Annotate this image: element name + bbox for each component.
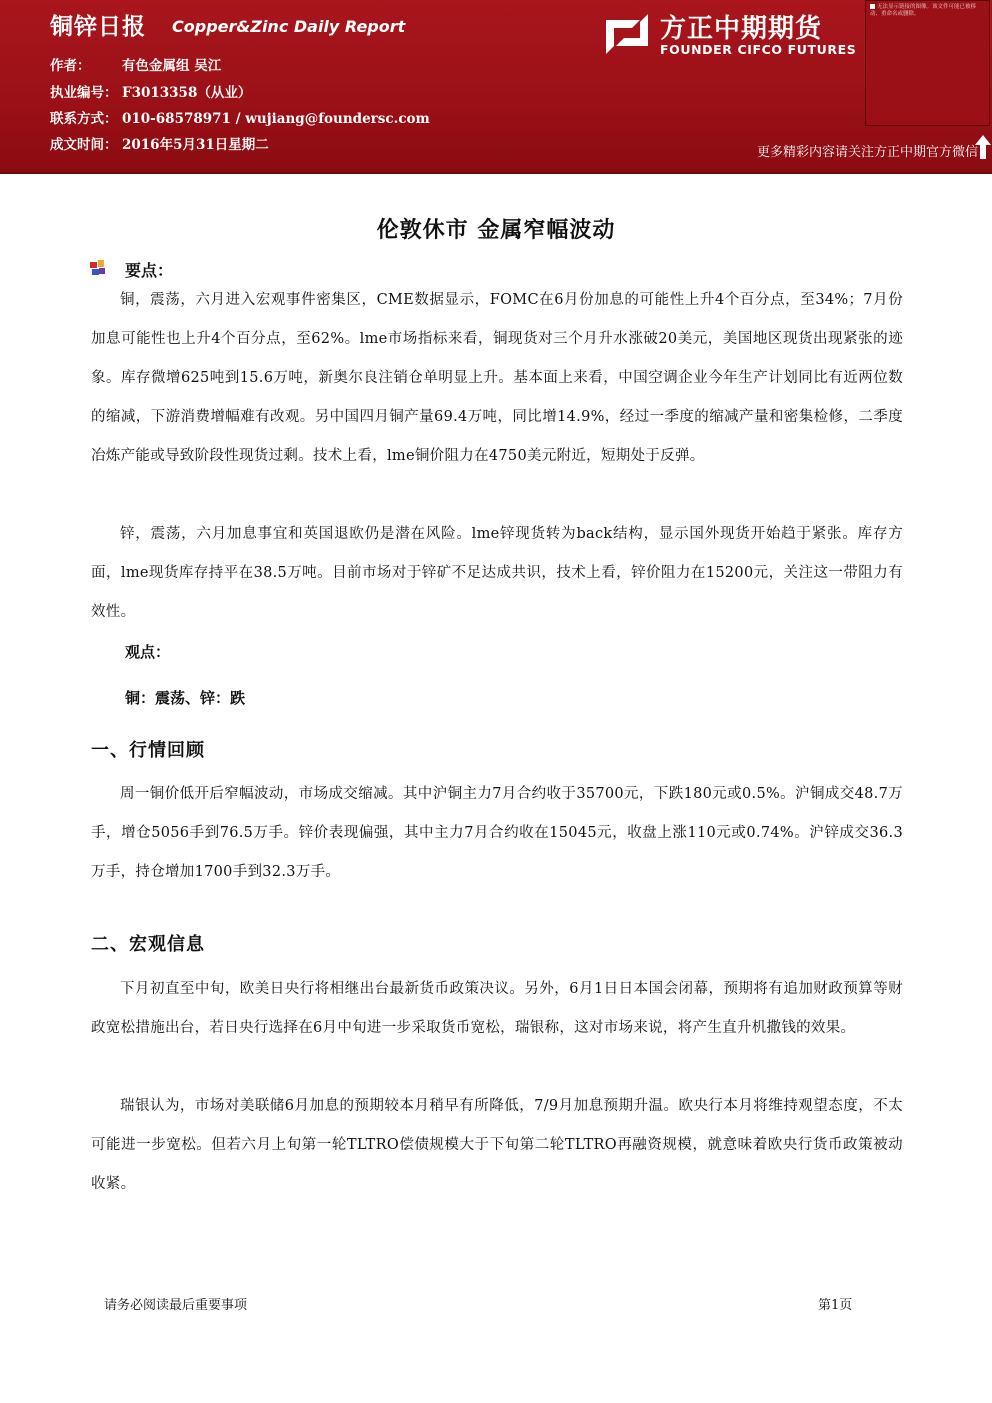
broken-image-notice: 无法显示链接的图像。该文件可能已被移动、重命名或删除。	[870, 4, 977, 17]
contact-value[interactable]: 010-68578971 / wujiang@foundersc.com	[122, 111, 430, 127]
broken-image-icon	[870, 4, 875, 9]
broken-image-placeholder	[865, 0, 990, 126]
view-label: 观点：	[125, 643, 171, 661]
section-heading-macro-info: 二、宏观信息	[91, 934, 205, 955]
founder-logo-icon	[604, 10, 650, 56]
macro-paragraph-1: 下月初直至中旬，欧美日央行将相继出台最新货币政策决议。另外，6月1日日本国会闭幕，预期将有追加财政预算等财政宽松措施出台，若日央行选择在6月中旬进一步采取货币宽松，瑞银称，这对市场来说，将产生直升机撒钱的效果。	[91, 981, 903, 1036]
macro-paragraph-2: 瑞银认为，市场对美联储6月加息的预期较本月稍早有所降低，7/9月加息预期升温。欧央行本月将维持观望态度，不太可能进一步宽松。但若六月上旬第一轮TLTRO偿债规模大于下旬第二轮TLTRO再融资规模，就意味着欧央行货币政策被动收紧。	[91, 1098, 903, 1192]
report-title: 铜锌日报	[50, 14, 146, 40]
key-point-zinc: 锌，震荡，六月加息事宜和英国退欧仍是潜在风险。lme锌现货转为back结构，显示国外现货开始趋于紧张。库存方面，lme现货库存持平在38.5万吨。目前市场对于锌矿不足达成共识，技术上看，锌价阻力在15200元，关注这一带阻力有效性。	[91, 526, 903, 620]
date-row	[50, 133, 269, 153]
license-label: 执业编号：	[50, 85, 118, 101]
footer-notice: 请务必阅读最后重要事项	[104, 1298, 248, 1313]
view-text: 铜：震荡、锌：跌	[125, 689, 246, 707]
author-value: 有色金属组 吴江	[122, 58, 222, 74]
section-heading-market-review: 一、行情回顾	[91, 740, 205, 761]
key-points-label: 要点：	[125, 261, 174, 280]
date-label: 成文时间：	[50, 137, 118, 153]
company-logo	[604, 6, 864, 60]
up-arrow-icon	[974, 134, 992, 160]
page-number: 第1页	[818, 1298, 853, 1313]
follow-wechat-text[interactable]: 更多精彩内容请关注方正中期官方微信	[756, 145, 978, 160]
key-point-copper: 铜，震荡，六月进入宏观事件密集区，CME数据显示，FOMC在6月份加息的可能性上升4个百分点，至34%；7月份加息可能性也上升4个百分点，至62%。lme市场指标来看，铜现货对三个月升水涨破20美元，美国地区现货出现紧张的迹象。库存微增625吨到15.6万吨，新奥尔良注销仓单明显上升。基本面上来看，中国空调企业今年生产计划同比有近两位数的缩减，下游消费增幅难有改观。另中国四月铜产量69.4万吨，同比增14.9%，经过一季度的缩减产量和密集检修，二季度冶炼产能或导致阶段性现货过剩。技术上看，lme铜价阻力在4750美元附近，短期处于反弹。	[91, 292, 903, 464]
article-title: 伦敦休市 金属窄幅波动	[376, 218, 616, 243]
contact-label: 联系方式：	[50, 111, 118, 127]
market-review-paragraph: 周一铜价低开后窄幅波动，市场成交缩减。其中沪铜主力7月合约收于35700元，下跌180元或0.5%。沪铜成交48.7万手，增仓5056手到76.5万手。锌价表现偏强，其中主力7月合约收在15045元，收盘上涨110元或0.74%。沪锌成交36.3万手，持仓增加1700手到32.3万手。	[91, 786, 903, 880]
contact-row	[50, 107, 430, 127]
author-label: 作者：	[50, 58, 91, 74]
license-row	[50, 81, 251, 101]
report-subtitle: Copper&Zinc Daily Report	[172, 17, 406, 36]
bullet-squares-icon	[90, 260, 106, 276]
date-value: 2016年5月31日星期二	[122, 137, 269, 153]
author-row	[50, 54, 221, 74]
logo-chinese-name: 方正中期期货	[660, 14, 823, 44]
report-header	[0, 0, 992, 174]
license-value: F3013358（从业）	[122, 85, 252, 101]
logo-english-name: FOUNDER CIFCO FUTURES	[660, 42, 857, 57]
